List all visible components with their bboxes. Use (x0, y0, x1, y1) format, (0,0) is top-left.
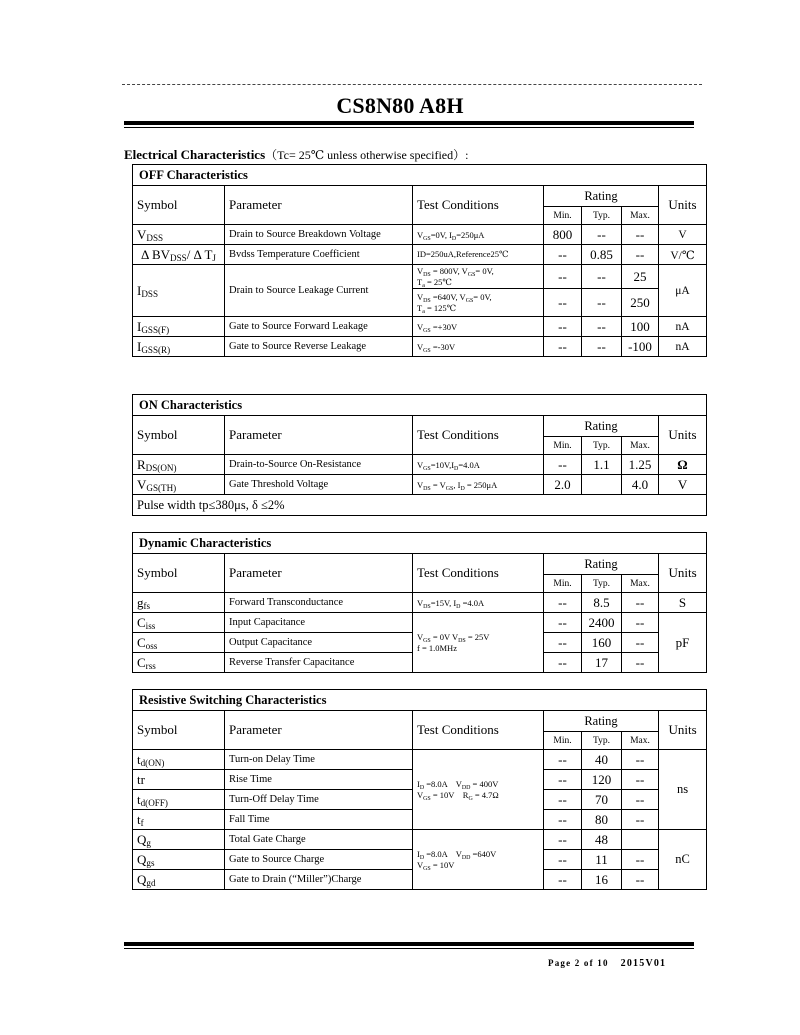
unit-cell: μA (659, 265, 707, 317)
typ-cell: -- (582, 337, 622, 357)
min-cell: -- (544, 593, 582, 613)
condition-cell: $I_D =8.0A$ $V_{DD} = 400V$ $V_{GS} = 10V$ $R_G = 4.7\Omega$ (413, 750, 544, 830)
typ-cell: 40 (582, 750, 622, 770)
symbol-cell: $t_f$ (133, 810, 225, 830)
col-rating: Rating (544, 554, 659, 575)
unit-cell: Ω (659, 455, 707, 475)
parameter-cell: Drain-to-Source On-Resistance (225, 455, 413, 475)
unit-cell: ns (659, 750, 707, 830)
col-symbol: Symbol (133, 186, 225, 225)
min-cell: -- (544, 613, 582, 633)
sw-title: Resistive Switching Characteristics (133, 690, 707, 711)
col-max: Max. (622, 575, 659, 593)
parameter-cell: Fall Time (225, 810, 413, 830)
typ-cell: 1.1 (582, 455, 622, 475)
condition-cell: $V_{DS} = V_{GS}$, $I_D = 250\mu A$ (413, 475, 544, 495)
col-rating: Rating (544, 711, 659, 732)
parameter-cell: Turn-Off Delay Time (225, 790, 413, 810)
symbol-cell: $Q_{gs}$ (133, 850, 225, 870)
max-cell: -- (622, 770, 659, 790)
typ-cell: -- (582, 317, 622, 337)
min-cell: -- (544, 455, 582, 475)
symbol-cell: $I_{GSS(F)}$ (133, 317, 225, 337)
max-cell: -- (622, 870, 659, 890)
unit-cell: nA (659, 337, 707, 357)
parameter-cell: Gate to Source Charge (225, 850, 413, 870)
col-rating: Rating (544, 416, 659, 437)
typ-cell: 160 (582, 633, 622, 653)
on-characteristics-table (132, 394, 707, 516)
symbol-cell: $g_{fs}$ (133, 593, 225, 613)
typ-cell: 16 (582, 870, 622, 890)
col-symbol: Symbol (133, 711, 225, 750)
typ-cell: -- (582, 289, 622, 317)
col-min: Min. (544, 575, 582, 593)
col-min: Min. (544, 732, 582, 750)
max-cell: -- (622, 245, 659, 265)
parameter-cell: Gate to Source Forward Leakage (225, 317, 413, 337)
min-cell: -- (544, 289, 582, 317)
heading-conditions: （Tc= 25℃ unless otherwise specified）: (265, 148, 469, 162)
min-cell: -- (544, 810, 582, 830)
max-cell: -- (622, 613, 659, 633)
min-cell: -- (544, 245, 582, 265)
min-cell: -- (544, 265, 582, 289)
col-typ: Typ. (582, 575, 622, 593)
max-cell: -- (622, 790, 659, 810)
col-typ: Typ. (582, 437, 622, 455)
condition-cell: $I_D =8.0A$ $V_{DD} =640V$ $V_{GS} = 10V$ (413, 830, 544, 890)
table-row (133, 265, 707, 289)
parameter-cell: Input Capacitance (225, 613, 413, 633)
condition-cell: ID=250uA,Reference25℃ (413, 245, 544, 265)
condition-cell: $V_{DS}=15V$, $I_D =4.0A$ (413, 593, 544, 613)
col-max: Max. (622, 437, 659, 455)
max-cell: -- (622, 593, 659, 613)
condition-cell: $V_{GS} = 0V$ $V_{DS} = 25V$ f = 1.0MHz (413, 613, 544, 673)
symbol-cell: $I_{DSS}$ (133, 265, 225, 317)
table-row (133, 225, 707, 245)
symbol-cell: $V_{GS(TH)}$ (133, 475, 225, 495)
typ-cell: 80 (582, 810, 622, 830)
col-typ: Typ. (582, 732, 622, 750)
symbol-cell: $I_{GSS(R)}$ (133, 337, 225, 357)
unit-cell: nA (659, 317, 707, 337)
symbol-cell: $V_{DSS}$ (133, 225, 225, 245)
table-row (133, 593, 707, 613)
condition-cell: $V_{GS} =+30V$ (413, 317, 544, 337)
condition-cell: $V_{DS} =640V$, $V_{GS}= 0V$, $T_a$ = 125℃ (413, 289, 544, 317)
parameter-cell: Gate Threshold Voltage (225, 475, 413, 495)
typ-cell: 17 (582, 653, 622, 673)
unit-cell: nC (659, 830, 707, 890)
col-symbol: Symbol (133, 554, 225, 593)
unit-cell: V (659, 475, 707, 495)
page-footer (548, 958, 666, 969)
min-cell: -- (544, 870, 582, 890)
max-cell: 4.0 (622, 475, 659, 495)
max-cell: 100 (622, 317, 659, 337)
typ-cell: 2400 (582, 613, 622, 633)
table-row (133, 495, 707, 516)
symbol-cell: $Q_{gd}$ (133, 870, 225, 890)
on-title: ON Characteristics (133, 395, 707, 416)
off-title: OFF Characteristics (133, 165, 707, 186)
heading-bold: Electrical Characteristics (124, 147, 266, 162)
condition-cell: $V_{DS} = 800V$, $V_{GS}= 0V$, $T_a$ = 25℃ (413, 265, 544, 289)
min-cell: -- (544, 317, 582, 337)
unit-cell: V/℃ (659, 245, 707, 265)
max-cell (622, 830, 659, 850)
unit-cell: S (659, 593, 707, 613)
table-row (133, 750, 707, 770)
page-number: Page 2 of 10 (548, 958, 609, 968)
pulse-note: Pulse width tp≤380μs, δ ≤2% (133, 495, 707, 516)
table-row (133, 245, 707, 265)
col-rating: Rating (544, 186, 659, 207)
col-min: Min. (544, 437, 582, 455)
condition-cell: $V_{GS}=0V$, $I_D=250\mu A$ (413, 225, 544, 245)
min-cell: -- (544, 790, 582, 810)
table-row (133, 455, 707, 475)
dynamic-characteristics-table (132, 532, 707, 673)
min-cell: -- (544, 337, 582, 357)
min-cell: -- (544, 770, 582, 790)
max-cell: 25 (622, 265, 659, 289)
typ-cell (582, 475, 622, 495)
parameter-cell: Gate to Source Reverse Leakage (225, 337, 413, 357)
min-cell: -- (544, 633, 582, 653)
max-cell: -- (622, 225, 659, 245)
col-max: Max. (622, 207, 659, 225)
max-cell: 1.25 (622, 455, 659, 475)
table-row (133, 830, 707, 850)
parameter-cell: Total Gate Charge (225, 830, 413, 850)
parameter-cell: Drain to Source Breakdown Voltage (225, 225, 413, 245)
col-units: Units (659, 554, 707, 593)
parameter-cell: Rise Time (225, 770, 413, 790)
typ-cell: -- (582, 265, 622, 289)
parameter-cell: Turn-on Delay Time (225, 750, 413, 770)
col-test-conditions: Test Conditions (413, 186, 544, 225)
col-max: Max. (622, 732, 659, 750)
off-characteristics-table (132, 164, 707, 357)
col-symbol: Symbol (133, 416, 225, 455)
symbol-cell: tr (133, 770, 225, 790)
col-test-conditions: Test Conditions (413, 416, 544, 455)
unit-cell: pF (659, 613, 707, 673)
switching-characteristics-table (132, 689, 707, 890)
parameter-cell: Forward Transconductance (225, 593, 413, 613)
condition-cell: $V_{GS} =-30V$ (413, 337, 544, 357)
parameter-cell: Output Capacitance (225, 633, 413, 653)
condition-cell: $V_{GS}=10V,I_D=4.0A$ (413, 455, 544, 475)
col-parameter: Parameter (225, 416, 413, 455)
col-test-conditions: Test Conditions (413, 711, 544, 750)
max-cell: -- (622, 850, 659, 870)
min-cell: 2.0 (544, 475, 582, 495)
col-units: Units (659, 416, 707, 455)
max-cell: -- (622, 633, 659, 653)
max-cell: 250 (622, 289, 659, 317)
page-title: CS8N80 A8H (336, 93, 464, 118)
typ-cell: 8.5 (582, 593, 622, 613)
footer-rule-thin (124, 948, 694, 949)
footer-rule-thick (124, 942, 694, 946)
col-parameter: Parameter (225, 554, 413, 593)
unit-cell: V (659, 225, 707, 245)
col-parameter: Parameter (225, 711, 413, 750)
typ-cell: 0.85 (582, 245, 622, 265)
title-rule-thick (124, 121, 694, 125)
typ-cell: 11 (582, 850, 622, 870)
max-cell: -- (622, 750, 659, 770)
col-typ: Typ. (582, 207, 622, 225)
symbol-cell: $t_{d(OFF)}$ (133, 790, 225, 810)
symbol-cell: $C_{iss}$ (133, 613, 225, 633)
top-dashed-rule (122, 84, 702, 85)
min-cell: -- (544, 750, 582, 770)
symbol-cell: $C_{oss}$ (133, 633, 225, 653)
col-parameter: Parameter (225, 186, 413, 225)
col-min: Min. (544, 207, 582, 225)
parameter-cell: Gate to Drain (“Miller”)Charge (225, 870, 413, 890)
symbol-cell: $C_{rss}$ (133, 653, 225, 673)
symbol-cell: $R_{DS(ON)}$ (133, 455, 225, 475)
table-row (133, 613, 707, 633)
symbol-cell: Δ $BV_{DSS}/$ Δ $T_J$ (133, 245, 225, 265)
col-units: Units (659, 186, 707, 225)
version-label: 2015V01 (620, 958, 667, 969)
symbol-cell: $Q_g$ (133, 830, 225, 850)
typ-cell: 48 (582, 830, 622, 850)
table-row (133, 337, 707, 357)
typ-cell: -- (582, 225, 622, 245)
min-cell: -- (544, 830, 582, 850)
typ-cell: 120 (582, 770, 622, 790)
title-rule-thin (124, 127, 694, 128)
table-row (133, 317, 707, 337)
parameter-cell: Drain to Source Leakage Current (225, 265, 413, 317)
max-cell: -- (622, 653, 659, 673)
parameter-cell: Bvdss Temperature Coefficient (225, 245, 413, 265)
table-row (133, 475, 707, 495)
max-cell: -- (622, 810, 659, 830)
symbol-cell: $t_{d(ON)}$ (133, 750, 225, 770)
typ-cell: 70 (582, 790, 622, 810)
electrical-characteristics-heading (124, 146, 468, 163)
min-cell: -- (544, 850, 582, 870)
max-cell: -100 (622, 337, 659, 357)
min-cell: -- (544, 653, 582, 673)
col-test-conditions: Test Conditions (413, 554, 544, 593)
dyn-title: Dynamic Characteristics (133, 533, 707, 554)
min-cell: 800 (544, 225, 582, 245)
parameter-cell: Reverse Transfer Capacitance (225, 653, 413, 673)
col-units: Units (659, 711, 707, 750)
